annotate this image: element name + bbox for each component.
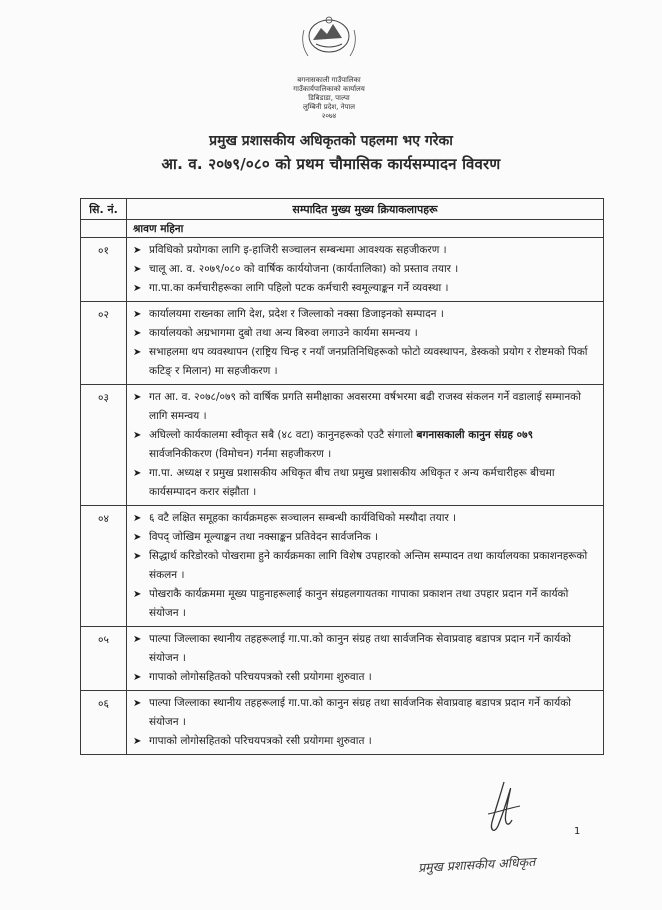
table-row <box>81 506 604 627</box>
row-serial-number: ०६ <box>81 691 127 755</box>
arrow-bullet-icon: ➤ <box>133 468 142 479</box>
list-item: ➤ सभाहलमा थप व्यवस्थापन (राष्ट्रिय चिन्ह र नयाँ जनप्रतिनिधिहरूको फोटो व्यवस्थापन, डेस्कको प्रयोग र रोष्टमको पिर्का कटिङ् र मिलान) मा सहजीकरण । <box>133 343 599 381</box>
list-item: ➤ विपद् जोखिम मूल्याङ्कन तथा नक्साङ्कन प्रतिवेदन सार्वजनिक । <box>133 528 599 547</box>
arrow-bullet-icon: ➤ <box>133 347 142 358</box>
page-number: 1 <box>574 826 581 837</box>
arrow-bullet-icon: ➤ <box>133 245 142 256</box>
municipality-seal-icon <box>286 10 372 120</box>
activity-table <box>80 198 604 755</box>
row-activities <box>127 627 604 691</box>
list-item: ➤ गत आ. व. २०७८/०७९ को वार्षिक प्रगति समीक्षाका अवसरमा वर्षभरमा बढी राजस्व संकलन गर्ने वडालाई सम्मानको लागि समन्वय । <box>133 388 599 426</box>
column-header-sn: सि. नं. <box>81 199 127 220</box>
arrow-bullet-icon: ➤ <box>133 392 142 403</box>
table-row <box>81 238 604 302</box>
arrow-bullet-icon: ➤ <box>133 430 142 441</box>
arrow-bullet-icon: ➤ <box>133 513 142 524</box>
list-item: ➤ सिद्धार्थ करिडोरको पोखरामा हुने कार्यक्रमका लागि विशेष उपहारको अन्तिम सम्पादन तथा कार्यालयका प्रकाशनहरूको संकलन । <box>133 547 599 585</box>
list-item: ➤ चालू आ. व. २०७९/०८० को वार्षिक कार्ययोजना (कार्यतालिका) को प्रस्ताव तयार । <box>133 260 599 279</box>
column-header-activities: सम्पादित मुख्य मुख्य क्रियाकलापहरू <box>127 199 604 220</box>
list-item: ➤ गापाको लोगोसहितको परिचयपत्रको रसी प्रयोगमा शुरुवात । <box>133 668 599 687</box>
table-row <box>81 627 604 691</box>
row-activities <box>127 238 604 302</box>
seal-emblem <box>286 10 372 72</box>
arrow-bullet-icon: ➤ <box>133 551 142 562</box>
document-title-line1: प्रमुख प्रशासकीय अधिकृतको पहलमा भए गरेका <box>209 133 453 149</box>
seal-office-line: गाउँकार्यपालिकाको कार्यालय <box>293 85 365 93</box>
arrow-bullet-icon: ➤ <box>133 283 142 294</box>
row-serial-number: ०३ <box>81 385 127 506</box>
month-row <box>81 220 604 238</box>
list-item: ➤ प्रविधिको प्रयोगका लागि इ-हाजिरी सञ्चालन सम्बन्धमा आवश्यक सहजीकरण । <box>133 241 599 260</box>
row-activities <box>127 385 604 506</box>
row-activities <box>127 506 604 627</box>
signatory-title: प्रमुख प्रशासकीय अधिकृत <box>417 853 536 876</box>
list-item: ➤ पोखराकै कार्यक्रममा मूख्य पाहुनाहरूलाई कानुन संग्रहलगायतका गापाका प्रकाशन तथा उपहार प्रदान गर्ने कार्यको संयोजन । <box>133 585 599 623</box>
list-item: ➤ ६ वटै लक्षित समूहका कार्यक्रमहरू सञ्चालन सम्बन्धी कार्यविधिको मस्यौदा तयार । <box>133 509 599 528</box>
row-serial-number: ०५ <box>81 627 127 691</box>
seal-province-line: लुम्बिनी प्रदेश, नेपाल <box>302 103 356 111</box>
table-row <box>81 691 604 755</box>
table-row <box>81 385 604 506</box>
document-title-line2: आ. व. २०७९/०८० को प्रथम चौमासिक कार्यसम्पादन विवरण <box>161 155 501 173</box>
row-serial-number: ०१ <box>81 238 127 302</box>
list-item: ➤ अघिल्लो कार्यकालमा स्वीकृत सबै (४८ वटा) कानुनहरूको एउटै संगालो बगनासकाली कानुन संग्रह ०७९ सार्वजनिकीकरण (विमोचन) गर्नमा सहजीकरण । <box>133 426 599 464</box>
arrow-bullet-icon: ➤ <box>133 532 142 543</box>
row-serial-number: ०२ <box>81 302 127 385</box>
row-activities <box>127 691 604 755</box>
law-collection-title: बगनासकाली कानुन संग्रह ०७९ <box>416 429 534 441</box>
list-item: ➤ गा.पा.का कर्मचारीहरूका लागि पहिलो पटक कर्मचारी स्वमूल्याङ्कन गर्ने व्यवस्था । <box>133 279 599 298</box>
seal-year-line: २०७४ <box>321 112 337 120</box>
arrow-bullet-icon: ➤ <box>133 309 142 320</box>
handwritten-signature-icon <box>474 778 534 848</box>
row-serial-number: ०४ <box>81 506 127 627</box>
list-item: ➤ गा.पा. अध्यक्ष र प्रमुख प्रशासकीय अधिकृत बीच तथा प्रमुख प्रशासकीय अधिकृत र अन्य कर्मचारीहरू बीचमा कार्यसम्पादन करार संझौता । <box>133 464 599 502</box>
list-item: ➤ कार्यालयमा राख्नका लागि देश, प्रदेश र जिल्लाको नक्सा डिजाइनको सम्पादन । <box>133 305 599 324</box>
list-item: ➤ पाल्पा जिल्लाका स्थानीय तहहरूलाई गा.पा.को कानुन संग्रह तथा सार्वजनिक सेवाप्रवाह बडापत्र प्रदान गर्ने कार्यको संयोजन । <box>133 694 599 732</box>
seal-address-line: डिबिडाडा, पाल्पा <box>308 94 350 102</box>
table-header-row <box>81 199 604 220</box>
list-item: ➤ कार्यालयको अग्रभागमा दुबो तथा अन्य बिरुवा लगाउने कार्यमा समन्वय । <box>133 324 599 343</box>
table-row <box>81 302 604 385</box>
seal-name-line: बगनासकाली गाउँपालिका <box>297 76 361 84</box>
month-label: श्रावण महिना <box>127 220 604 238</box>
arrow-bullet-icon: ➤ <box>133 698 142 709</box>
arrow-bullet-icon: ➤ <box>133 589 142 600</box>
arrow-bullet-icon: ➤ <box>133 264 142 275</box>
month-row-blank <box>81 220 127 238</box>
arrow-bullet-icon: ➤ <box>133 328 142 339</box>
row-activities <box>127 302 604 385</box>
arrow-bullet-icon: ➤ <box>133 634 142 645</box>
list-item: ➤ पाल्पा जिल्लाका स्थानीय तहहरूलाई गा.पा.को कानुन संग्रह तथा सार्वजनिक सेवाप्रवाह बडापत्र प्रदान गर्ने कार्यको संयोजन । <box>133 630 599 668</box>
arrow-bullet-icon: ➤ <box>133 736 142 747</box>
arrow-bullet-icon: ➤ <box>133 672 142 683</box>
list-item: ➤ गापाको लोगोसहितको परिचयपत्रको रसी प्रयोगमा शुरुवात । <box>133 732 599 751</box>
